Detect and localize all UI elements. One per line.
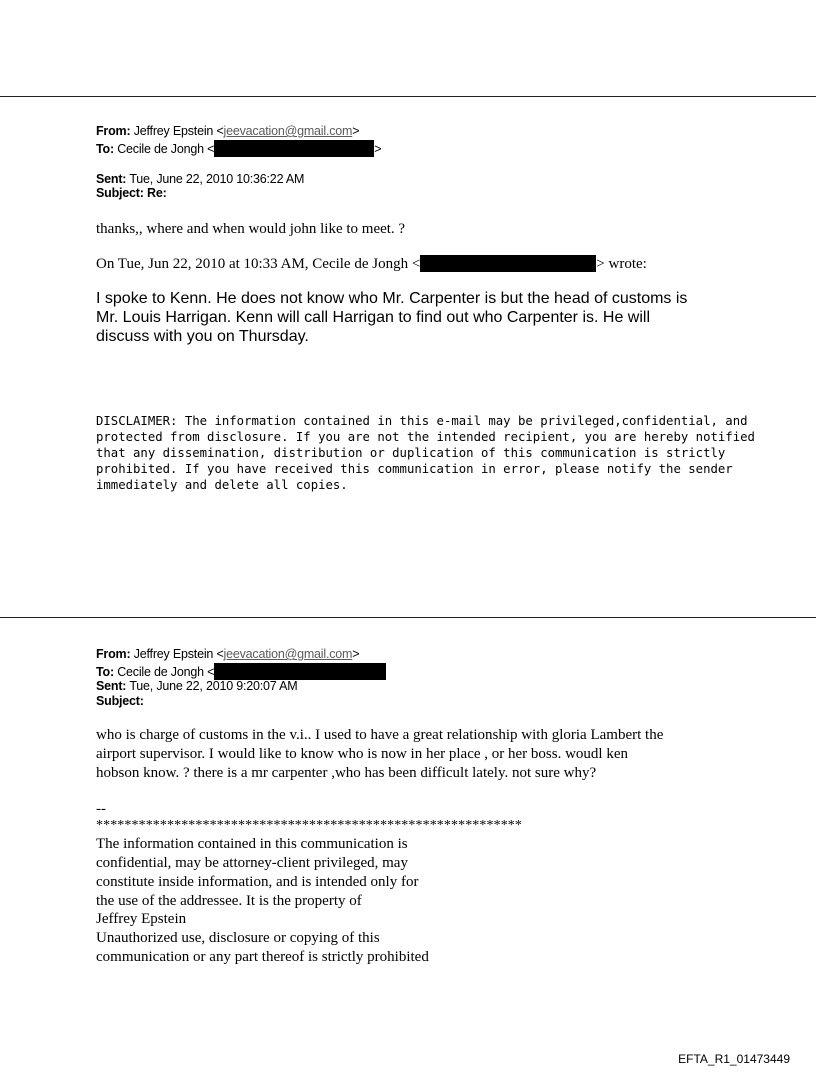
sent-value: Tue, June 22, 2010 9:20:07 AM bbox=[129, 679, 298, 693]
signature-stars: ************************************************************ bbox=[96, 818, 522, 833]
subject-value: Re: bbox=[147, 186, 167, 200]
document-id: EFTA_R1_01473449 bbox=[678, 1052, 790, 1066]
disclaimer-line: DISCLAIMER: The information contained in this e-mail may be privileged,confidential, and bbox=[96, 414, 748, 428]
sent-value: Tue, June 22, 2010 10:36:22 AM bbox=[129, 172, 305, 186]
email2-subject-line bbox=[96, 694, 144, 708]
signature-line: communication or any part thereof is strictly prohibited bbox=[96, 949, 429, 965]
from-label: From: bbox=[96, 124, 131, 138]
email1-from-line bbox=[96, 124, 359, 138]
signature-line: The information contained in this communication is bbox=[96, 836, 408, 852]
subject-label: Subject: bbox=[96, 694, 144, 708]
from-label: From: bbox=[96, 647, 131, 661]
email1-sent-line bbox=[96, 172, 304, 186]
body-line: hobson know. ? there is a mr carpenter ,who has been difficult lately. not sure why? bbox=[96, 765, 597, 781]
email1-quote-attribution bbox=[96, 255, 647, 274]
to-name: Cecile de Jongh bbox=[117, 665, 204, 679]
sent-label: Sent: bbox=[96, 172, 127, 186]
redaction-box bbox=[420, 255, 596, 272]
quoted-line: discuss with you on Thursday. bbox=[96, 328, 309, 345]
bracket-close: > bbox=[374, 142, 382, 156]
quoted-line: Mr. Louis Harrigan. Kenn will call Harrigan to find out who Carpenter is. He will bbox=[96, 309, 651, 326]
email1-to-line bbox=[96, 140, 381, 157]
signature-dash: -- bbox=[96, 801, 106, 817]
disclaimer-line: prohibited. If you have received this communication in error, please notify the sender bbox=[96, 462, 733, 476]
separator-top bbox=[0, 96, 816, 97]
from-name: Jeffrey Epstein bbox=[133, 647, 214, 661]
bracket-open: < bbox=[207, 665, 215, 679]
signature-line: confidential, may be attorney-client privileged, may bbox=[96, 855, 408, 871]
bracket-open: < bbox=[207, 142, 215, 156]
signature-line: the use of the addressee. It is the property of bbox=[96, 893, 362, 909]
to-label: To: bbox=[96, 665, 114, 679]
email2-from-line bbox=[96, 647, 359, 661]
quote-prefix: On Tue, Jun 22, 2010 at 10:33 AM, Cecile de Jongh < bbox=[96, 256, 421, 272]
to-label: To: bbox=[96, 142, 114, 156]
bracket-open: < bbox=[216, 124, 224, 138]
to-name: Cecile de Jongh bbox=[117, 142, 204, 156]
separator-middle bbox=[0, 617, 816, 618]
subject-label: Subject: bbox=[96, 186, 144, 200]
quote-suffix: > wrote: bbox=[596, 256, 647, 272]
redaction-box bbox=[214, 140, 374, 157]
signature-line: constitute inside information, and is intended only for bbox=[96, 874, 419, 890]
signature-line: Unauthorized use, disclosure or copying of this bbox=[96, 930, 380, 946]
body-line: who is charge of customs in the v.i.. I used to have a great relationship with gloria Lambert the bbox=[96, 727, 664, 743]
quoted-line: I spoke to Kenn. He does not know who Mr. Carpenter is but the head of customs is bbox=[96, 290, 688, 307]
body-line: airport supervisor. I would like to know who is now in her place , or her boss. woudl ken bbox=[96, 746, 628, 762]
email1-subject-line bbox=[96, 186, 167, 200]
bracket-close: > bbox=[352, 124, 360, 138]
disclaimer-line: that any dissemination, distribution or duplication of this communication is strictly bbox=[96, 446, 726, 460]
from-email-link[interactable]: jeevacation@gmail.com bbox=[223, 124, 353, 138]
disclaimer-line: immediately and delete all copies. bbox=[96, 478, 348, 492]
redaction-box bbox=[214, 663, 386, 680]
bracket-close: > bbox=[352, 647, 360, 661]
email2-to-line bbox=[96, 663, 386, 680]
email1-body: thanks,, where and when would john like to meet. ? bbox=[96, 221, 406, 237]
email2-sent-line bbox=[96, 679, 298, 693]
signature-line: Jeffrey Epstein bbox=[96, 911, 187, 927]
disclaimer-line: protected from disclosure. If you are not the intended recipient, you are hereby notified bbox=[96, 430, 755, 444]
from-name: Jeffrey Epstein bbox=[133, 124, 214, 138]
from-email-link[interactable]: jeevacation@gmail.com bbox=[223, 647, 353, 661]
sent-label: Sent: bbox=[96, 679, 127, 693]
bracket-open: < bbox=[216, 647, 224, 661]
